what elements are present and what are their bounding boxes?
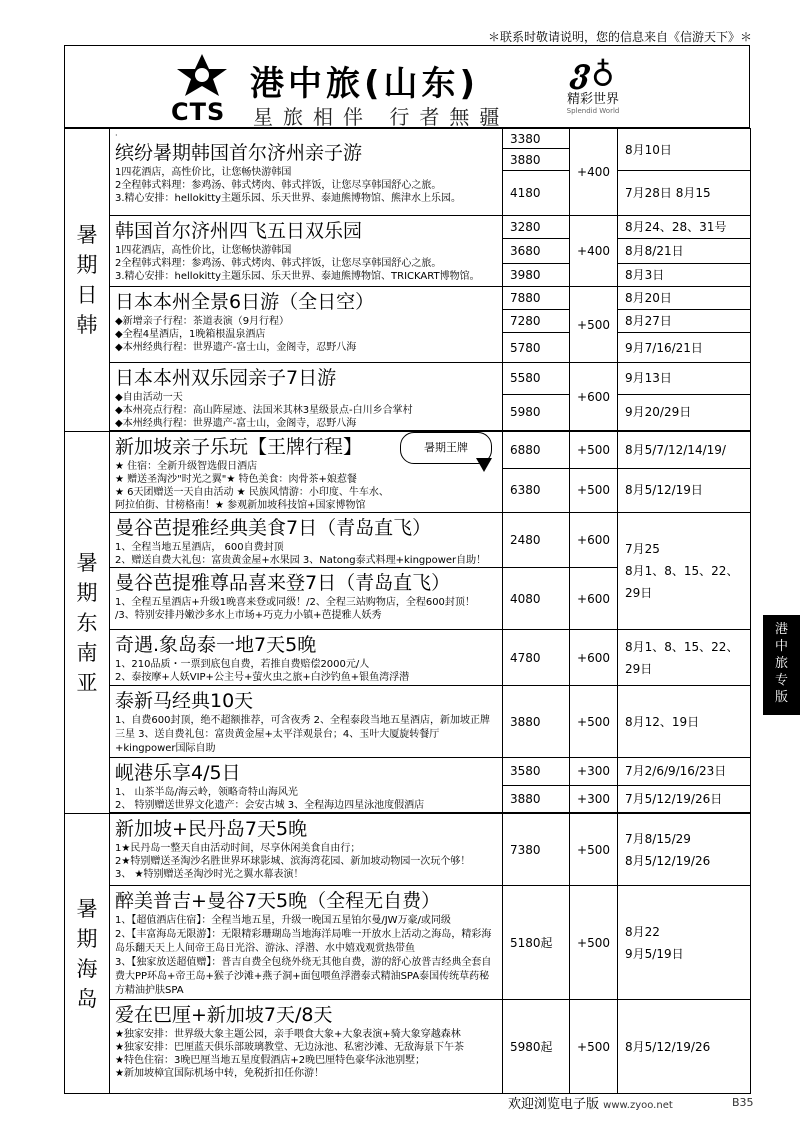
tour-t13: 爱在巴厘+新加坡7天/8天 ★独家安排：世界级大象主题公园，亲手喂食大象+大象表演+骑大象穿越森林 ★独家安排：巴厘蓝天俱乐部玻璃教堂、无边泳池、私密沙滩、无敌海景下午茶 ★特色住宿：3晚巴厘当地五星度假酒店+2晚巴厘特色豪华泳池别墅； ★新加坡樟宜国际机场中转，免税折扣任你游！ <box>110 1000 503 1094</box>
tour-title: 日本本州全景6日游（全日空） <box>115 291 375 313</box>
side-tab <box>763 615 800 715</box>
tour-date: 8月5/12/19日 <box>618 468 751 512</box>
tour-price: 4180 <box>503 171 570 216</box>
tour-price: 3580 <box>503 758 570 786</box>
region-southeast-asia <box>65 432 110 814</box>
region-label: 暑期日韩 <box>76 223 98 337</box>
tour-price: 5780 <box>503 333 570 363</box>
tour-price: 7880 <box>503 287 570 310</box>
tour-title: 曼谷芭提雅尊品喜来登7日（青岛直飞） <box>115 572 451 594</box>
tour-date: 8月5/12/19/26 <box>618 1000 751 1094</box>
region-korea-japan <box>65 129 110 432</box>
tour-price: 6380 <box>503 468 570 512</box>
tour-price: 4080 <box>503 568 570 630</box>
region-island <box>65 814 110 1094</box>
tour-t12: 醉美普吉+曼谷7天5晚（全程无自费） 1、【超值酒店住宿】：全程当地五星，升级一晚国五星铂尔曼/JW万豪/或同级 2、【丰富海岛无限游】：无限精彩珊瑚岛当地海洋局唯一开放水上活动之海岛，精彩海岛乐翻天天上人间帝王岛日光浴、游泳、浮潜、水中嬉戏观赏热带鱼 3、【独家放送超值赠】：普吉自费全包绕外绕无其他自费，游的舒心放普吉经典全套自费大PP环岛+帝王岛+猴子沙滩+燕子洞+面包喂鱼浮潜泰式精油SPA泰国传统草药秘方精油护肤SPA <box>110 886 503 1000</box>
tour-price: 3880 <box>503 149 570 171</box>
speech-bubble: 暑期王牌 <box>400 432 492 464</box>
tour-t11: 新加坡+民丹岛7天5晚 1★民丹岛一整天自由活动时间，尽享休闲美食自由行； 2★特别赠送圣淘沙名胜世界环球影城、滨海湾花园、新加坡动物园一次玩个够！ 3、 ★特别赠送圣淘沙时光之翼水幕表演！ <box>110 814 503 886</box>
tour-date: 7月8/15/29 8月5/12/19/26 <box>618 814 751 886</box>
tour-surcharge: +600 <box>570 630 618 686</box>
tour-price: 3380 <box>503 129 570 149</box>
tour-date: 8月27日 <box>618 310 751 333</box>
footer-url[interactable]: www.zyoo.net <box>603 1100 673 1111</box>
tour-date: 8月3日 <box>618 264 751 287</box>
tour-price: 2480 <box>503 513 570 568</box>
tour-t7: 曼谷芭提雅尊品喜来登7日（青岛直飞） 1、全程五星酒店+升级1晚喜来登或同级！/2、全程三站购物店，全程600封顶！ /3、特别安排丹嫩沙多水上市场+巧克力小镇+芭提雅人妖秀 <box>110 568 503 630</box>
tour-price: 5980起 <box>503 1000 570 1094</box>
tour-date: 8月12、19日 <box>618 686 751 758</box>
tour-date: 8月22 9月5/19日 <box>618 886 751 1000</box>
page-number: B35 <box>732 1096 754 1109</box>
side-tab-label: 港中旅专版 <box>774 622 788 705</box>
partner-logo <box>553 52 633 122</box>
cts-logo-text: CTS <box>171 98 226 126</box>
tour-price: 7280 <box>503 310 570 333</box>
tour-t2: 韩国首尔济州四飞五日双乐园 1四花酒店，高性价比，让您畅快游韩国 2全程韩式料理：参鸡汤、韩式烤肉、韩式拌饭，让您尽享韩国舒心之旅。 3.精心安排：hellokitty主题乐园、乐天世界、泰迪熊博物馆、TRICKART博物馆。 <box>110 216 503 287</box>
tour-surcharge: +500 <box>570 432 618 469</box>
tour-title: 日本本州双乐园亲子7日游 <box>115 367 337 389</box>
tour-t9: 泰新马经典10天 1、自费600封顶，绝不超额推荐，可含夜秀 2、全程泰段当地五星酒店，新加坡正牌三星 3、送自费礼包：富贵黄金屋+太平洋观景台；4、玉叶大厦旋转餐厅+kingpower国际自助 <box>110 686 503 758</box>
tour-title: 岘港乐享4/5日 <box>115 762 241 784</box>
tour-surcharge: +500 <box>570 287 618 363</box>
tour-date: 7月2/6/9/16/23日 <box>618 758 751 786</box>
tour-date: 9月13日 <box>618 363 751 395</box>
speech-bubble-tail-icon <box>476 458 492 472</box>
tour-surcharge: +600 <box>570 363 618 431</box>
tour-surcharge: +600 <box>570 568 618 630</box>
tour-price: 3980 <box>503 264 570 287</box>
top-note: ＊联系时敬请说明，您的信息来自《信游天下》＊ <box>487 30 752 44</box>
tour-title: 奇遇.象岛泰一地7天5晚 <box>115 634 317 656</box>
tour-date: 7月28日 8月15 <box>618 171 751 216</box>
tour-surcharge: +500 <box>570 814 618 886</box>
tour-date: 8月5/7/12/14/19/ <box>618 432 751 469</box>
tour-t1: · 缤纷暑期韩国首尔济州亲子游 1四花酒店，高性价比，让您畅快游韩国 2全程韩式料理：参鸡汤、韩式烤肉、韩式拌饭，让您尽享韩国舒心之旅。 3.精心安排：hellokitty主题乐园、乐天世界、泰迪熊博物馆、熊津水上乐园。 <box>110 129 503 216</box>
tour-surcharge: +400 <box>570 129 618 216</box>
tour-price: 7380 <box>503 814 570 886</box>
tour-date: 7月5/12/19/26日 <box>618 785 751 813</box>
tour-date: 9月7/16/21日 <box>618 333 751 363</box>
partner-swirl-icon: ვ♁ <box>571 52 615 90</box>
tour-title: 曼谷芭提雅经典美食7日（青岛直飞） <box>115 517 432 539</box>
tour-price: 3280 <box>503 216 570 239</box>
partner-name-en: Splendid World <box>566 107 620 115</box>
tour-t10: 岘港乐享4/5日 1、 山茶半岛/海云岭，领略奇特山海风光 2、 特别赠送世界文化遗产：会安古城 3、全程海边四星泳池度假酒店 <box>110 758 503 813</box>
header-banner <box>64 45 750 128</box>
tour-title: 醉美普吉+曼谷7天5晚（全程无自费） <box>115 890 441 912</box>
partner-name: 精彩世界 <box>566 92 619 107</box>
tour-title: 爱在巴厘+新加坡7天/8天 <box>115 1004 333 1026</box>
tour-title: 新加坡+民丹岛7天5晚 <box>115 818 308 840</box>
region-label: 暑期东南亚 <box>76 550 98 695</box>
tour-t8: 奇遇.象岛泰一地7天5晚 1、210品质・一票到底包自费，若推自费赔偿2000元/人 2、泰按摩+人妖VIP+公主号+萤火虫之旅+白沙钓鱼+银鱼湾浮潜 <box>110 630 503 686</box>
tour-title: 缤纷暑期韩国首尔济州亲子游 <box>115 142 363 164</box>
tour-price: 5180起 <box>503 886 570 1000</box>
brand-slogan: 星旅相伴 行者無疆 <box>253 105 510 129</box>
cts-star-logo-icon <box>170 54 234 98</box>
tour-t3: 日本本州全景6日游（全日空） ◆新增亲子行程：茶道表演（9月行程） ◆全程4星酒店，1晚箱根温泉酒店 ◆本州经典行程：世界遗产-富士山，金阁寺，忍野八海 <box>110 287 503 363</box>
tour-t4: 日本本州双乐园亲子7日游 ◆自由活动一天 ◆本州亮点行程：高山阵屋迹、法国米其林3星级景点-白川乡合掌村 ◆本州经典行程：世界遗产-富士山，金阁寺，忍野八海 <box>110 363 503 431</box>
footer-welcome: 欢迎浏览电子版 <box>508 1097 600 1112</box>
tour-date: 8月20日 <box>618 287 751 310</box>
tour-surcharge: +500 <box>570 886 618 1000</box>
tour-title: 韩国首尔济州四飞五日双乐园 <box>115 220 363 242</box>
tour-surcharge: +500 <box>570 468 618 512</box>
tour-date: 7月25 8月1、8、15、22、 29日 <box>618 513 751 630</box>
tour-date: 9月20/29日 <box>618 394 751 430</box>
table-row <box>65 129 751 149</box>
tour-surcharge: +400 <box>570 216 618 287</box>
tour-title: 泰新马经典10天 <box>115 690 254 712</box>
tour-date: 8月8/21日 <box>618 239 751 264</box>
tour-price: 3880 <box>503 686 570 758</box>
tour-price: 5580 <box>503 363 570 395</box>
tour-price: 3880 <box>503 785 570 813</box>
brand-name: 港中旅(山东) <box>250 64 480 104</box>
tour-date: 8月24、28、31号 <box>618 216 751 239</box>
tour-price: 4780 <box>503 630 570 686</box>
tour-surcharge: +500 <box>570 1000 618 1094</box>
tour-t5: 新加坡亲子乐玩【王牌行程】 ★ 住宿：全新升级智选假日酒店 ★ 赠送圣淘沙"时光之翼"★ 特色美食：肉骨茶+娘惹餐 ★ 6天团赠送一天自由活动 ★ 民族风情游：小印度、牛车水、 阿拉伯街、甘榜格南！★ 参观新加坡科技馆+国家博物馆 <box>110 432 503 513</box>
tour-t6: 曼谷芭提雅经典美食7日（青岛直飞） 1、全程当地五星酒店， 600自费封顶 2、赠送自费大礼包：富贵黄金屋+水果园 3、Natong泰式料理+kingpower自助！ <box>110 513 503 568</box>
tour-title: 新加坡亲子乐玩【王牌行程】 <box>115 436 363 458</box>
footer <box>508 1093 673 1112</box>
tour-date: 8月1、8、15、22、 29日 <box>618 630 751 686</box>
tour-surcharge: +600 <box>570 513 618 568</box>
tour-price: 3680 <box>503 239 570 264</box>
tour-surcharge: +300 <box>570 785 618 813</box>
tour-price: 6880 <box>503 432 570 469</box>
tour-surcharge: +300 <box>570 758 618 786</box>
tour-price: 5980 <box>503 394 570 430</box>
region-label: 暑期海岛 <box>76 896 98 1011</box>
tour-table <box>64 128 751 1094</box>
tour-date: 8月10日 <box>618 129 751 171</box>
tour-surcharge: +500 <box>570 686 618 758</box>
